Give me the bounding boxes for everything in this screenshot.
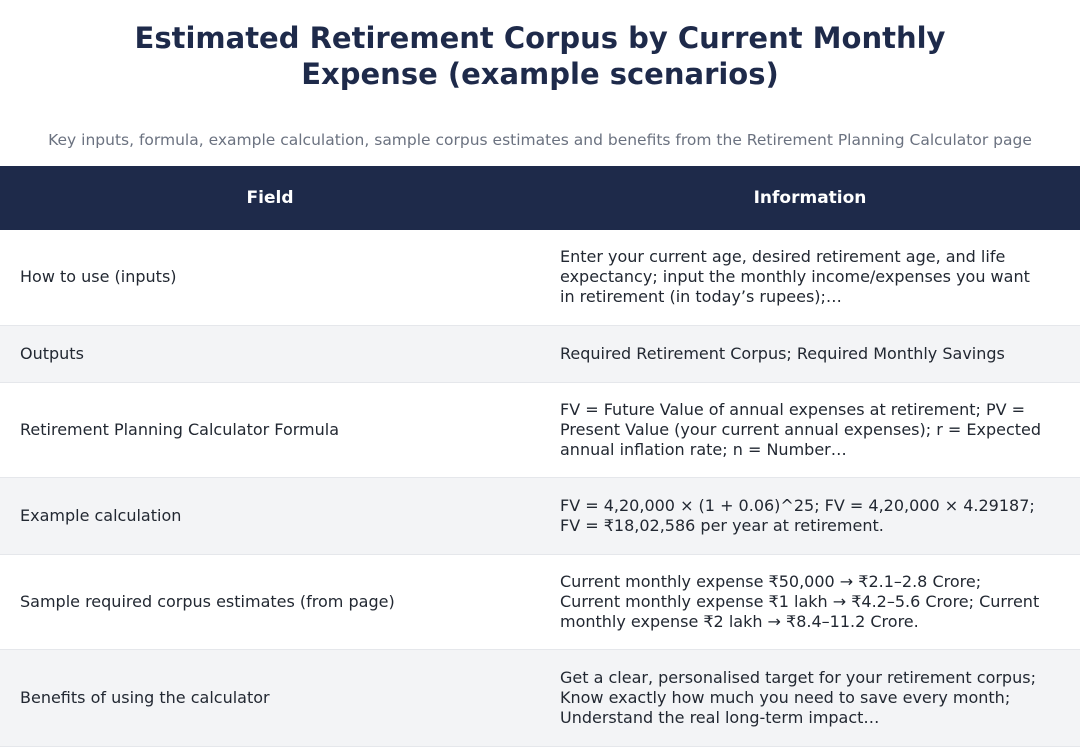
info-cell: Enter your current age, desired retirement age, and life expectancy; input the monthly income/expenses you want in retirement (in today’s rupees);… bbox=[560, 247, 1030, 307]
info-cell: Get a clear, personalised target for your retirement corpus; Know exactly how much you need to save every month; Understand the real long-term impact… bbox=[560, 667, 1036, 727]
info-cell: Current monthly expense ₹50,000 → ₹2.1–2.8 Crore; Current monthly expense ₹1 lakh → ₹4.2–5.6 Crore; Current monthly expense ₹2 lakh → ₹8.4–11.2 Crore. bbox=[560, 571, 1040, 631]
table-header-row bbox=[0, 166, 1080, 230]
field-cell: Sample required corpus estimates (from page) bbox=[20, 591, 395, 611]
info-cell: FV = 4,20,000 × (1 + 0.06)^25; FV = 4,20,000 × 4.29187; FV = ₹18,02,586 per year at retirement. bbox=[560, 495, 1035, 535]
column-header-information: Information bbox=[753, 188, 867, 208]
table-row bbox=[0, 477, 1080, 554]
table-header bbox=[0, 166, 1080, 230]
column-header-field: Field bbox=[246, 188, 294, 208]
table-row bbox=[0, 230, 1080, 325]
table-body bbox=[0, 230, 1080, 746]
field-cell: Example calculation bbox=[20, 505, 182, 525]
info-cell: Required Retirement Corpus; Required Monthly Savings bbox=[560, 343, 1005, 363]
field-cell: Retirement Planning Calculator Formula bbox=[20, 419, 339, 439]
page-title: Estimated Retirement Corpus by Current Monthly Expense (example scenarios) bbox=[134, 21, 946, 91]
info-cell: FV = Future Value of annual expenses at retirement; PV = Present Value (your current annual expenses); r = Expected annual inflation rate; n = Number… bbox=[560, 399, 1042, 459]
page-subtitle: Key inputs, formula, example calculation, sample corpus estimates and benefits from the Retirement Planning Calculator page bbox=[48, 131, 1032, 149]
table-row bbox=[0, 325, 1080, 382]
table-row bbox=[0, 649, 1080, 746]
field-cell: How to use (inputs) bbox=[20, 267, 177, 287]
info-table bbox=[0, 166, 1080, 747]
table-row bbox=[0, 382, 1080, 477]
table-row bbox=[0, 554, 1080, 649]
field-cell: Benefits of using the calculator bbox=[20, 687, 270, 707]
field-cell: Outputs bbox=[20, 343, 84, 363]
